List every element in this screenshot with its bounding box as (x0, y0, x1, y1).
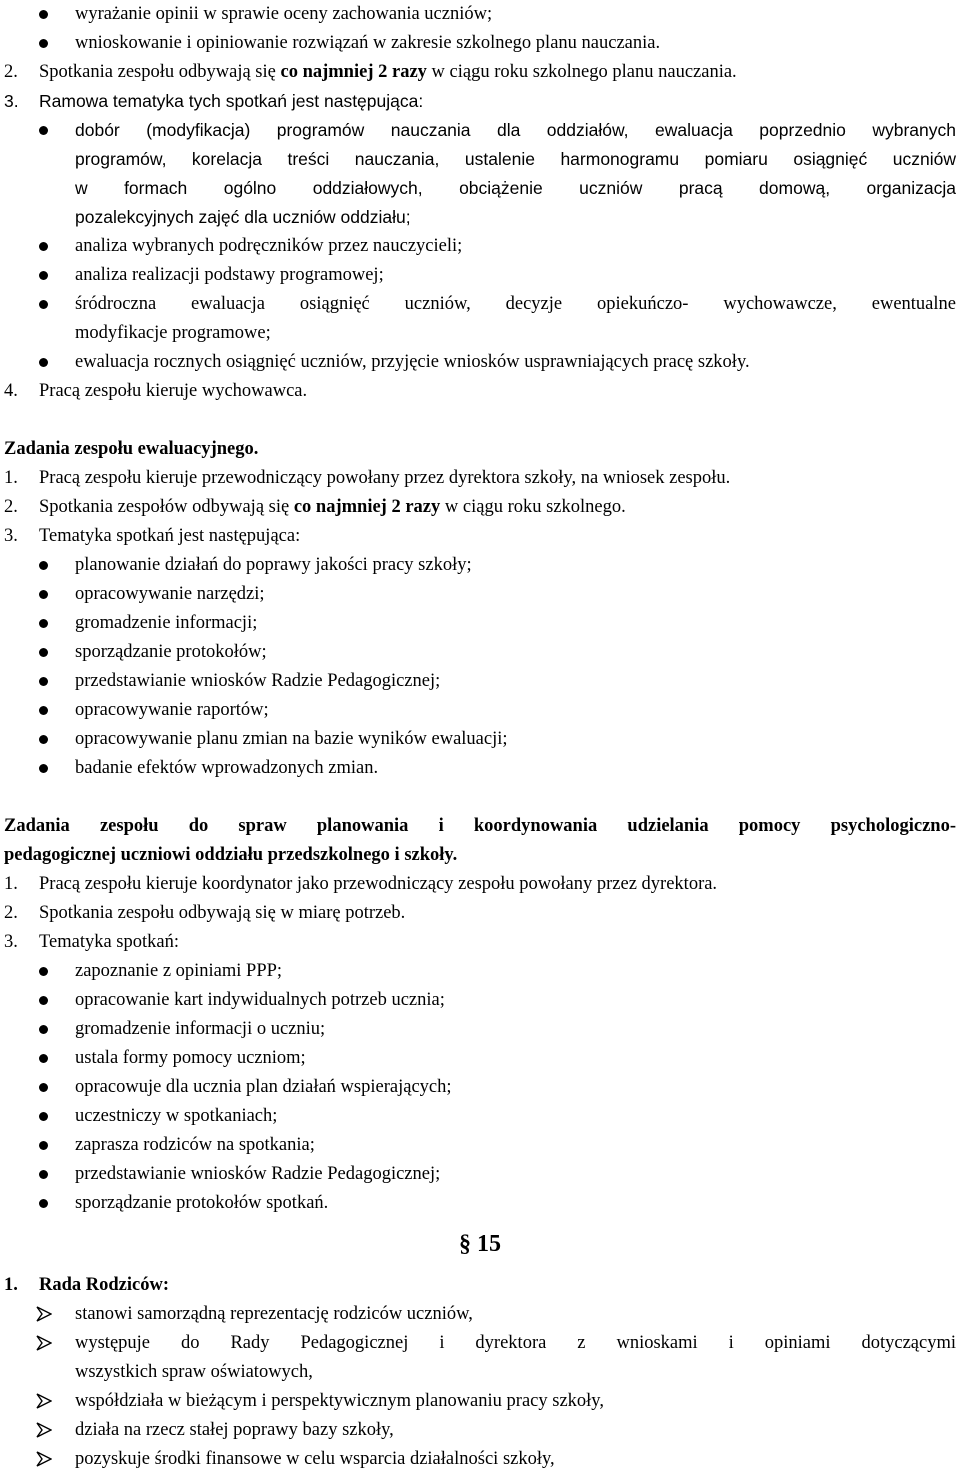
item-text: działa na rzecz stałej poprawy bazy szkoły, (75, 1420, 394, 1440)
list-item: przedstawianie wniosków Radzie Pedagogicznej; (0, 667, 960, 696)
list-item: gromadzenie informacji; (0, 609, 960, 638)
arrow-bullet-icon (36, 1329, 52, 1351)
item-number: 1. (4, 1275, 18, 1295)
list-item: analiza realizacji podstawy programowej; (0, 261, 960, 290)
item-text: w ciągu roku szkolnego planu nauczania. (426, 62, 737, 82)
section-number: § 15 (459, 1231, 501, 1257)
spacer (0, 406, 960, 435)
numbered-item (0, 58, 960, 87)
section-heading (0, 812, 960, 870)
numbered-item (0, 870, 960, 899)
numbered-item (0, 493, 960, 522)
item-number: 3. (4, 932, 18, 952)
list-item: opracowuje dla ucznia plan działań wspierających; (0, 1073, 960, 1102)
list-item: sporządzanie protokołów spotkań. (0, 1189, 960, 1218)
item-emphasis: co najmniej 2 razy (280, 62, 427, 82)
item-number: 1. (4, 468, 18, 488)
item-text: Spotkania zespołu odbywają się (39, 62, 281, 82)
section-heading: Rada Rodziców: (39, 1275, 170, 1295)
list-item: zapoznanie z opiniami PPP; (0, 957, 960, 986)
numbered-item (0, 899, 960, 928)
numbered-item (0, 928, 960, 957)
arrow-bullet-icon (36, 1387, 52, 1409)
list-item: przedstawianie wniosków Radzie Pedagogicznej; (0, 1160, 960, 1189)
list-item: wyrażanie opinii w sprawie oceny zachowania uczniów; (0, 0, 960, 29)
list-item: opracowanie kart indywidualnych potrzeb ucznia; (0, 986, 960, 1015)
list-item (0, 116, 960, 232)
list-item: uczestniczy w spotkaniach; (0, 1102, 960, 1131)
item-text: stanowi samorządną reprezentację rodziców uczniów, (75, 1304, 473, 1324)
spacer (0, 783, 960, 812)
line: programów, korelacja treści nauczania, ustalenie harmonogramu pomiaru osiągnięć uczniów (75, 149, 956, 169)
list-item: sporządzanie protokołów; (0, 638, 960, 667)
numbered-item (0, 464, 960, 493)
line: występuje do Rady Pedagogicznej i dyrektora z wnioskami i opiniami dotyczącymi (75, 1333, 956, 1353)
item-text: Ramowa tematyka tych spotkań jest następująca: (39, 91, 424, 111)
arrow-list-item (0, 1329, 960, 1387)
item-number: 2. (4, 497, 18, 517)
arrow-bullet-icon (36, 1300, 52, 1322)
item-text: Spotkania zespołu odbywają się w miarę potrzeb. (39, 903, 406, 923)
arrow-list-item (0, 1300, 960, 1329)
item-text: współdziała w bieżącym i perspektywicznym planowaniu pracy szkoły, (75, 1391, 604, 1411)
arrow-list-item (0, 1445, 960, 1474)
item-emphasis: co najmniej 2 razy (293, 497, 441, 517)
list-item: zaprasza rodziców na spotkania; (0, 1131, 960, 1160)
list-item: wnioskowanie i opiniowanie rozwiązań w zakresie szkolnego planu nauczania. (0, 29, 960, 58)
item-number: 2. (4, 903, 18, 923)
item-number: 1. (4, 874, 18, 894)
numbered-item (0, 87, 960, 116)
list-item: gromadzenie informacji o uczniu; (0, 1015, 960, 1044)
section-heading: Zadania zespołu ewaluacyjnego. (4, 439, 259, 459)
line: dobór (modyfikacja) programów nauczania dla oddziałów, ewaluacja poprzednio wybranych (75, 120, 956, 140)
list-item (0, 290, 960, 348)
item-number: 4. (4, 381, 18, 401)
item-text: Pracą zespołu kieruje koordynator jako przewodniczący zespołu powołany przez dyrektora. (39, 874, 718, 894)
line: wszystkich spraw oświatowych, (75, 1362, 313, 1382)
arrow-list-item (0, 1387, 960, 1416)
item-text: Spotkania zespołów odbywają się (39, 497, 294, 517)
numbered-item (0, 377, 960, 406)
item-number: 2. (4, 62, 18, 82)
arrow-bullet-icon (36, 1416, 52, 1438)
line: modyfikacje programowe; (75, 323, 271, 343)
item-number: 3. (4, 526, 18, 546)
item-text: Tematyka spotkań: (39, 932, 179, 952)
list-item: analiza wybranych podręczników przez nauczycieli; (0, 232, 960, 261)
item-text: pozyskuje środki finansowe w celu wsparcia działalności szkoły, (75, 1449, 555, 1469)
heading-line: Zadania zespołu do spraw planowania i koordynowania udzielania pomocy psychologiczno- (4, 816, 956, 836)
item-text: Pracą zespołu kieruje przewodniczący powołany przez dyrektora szkoły, na wniosek zespołu. (39, 468, 731, 488)
list-item: opracowywanie planu zmian na bazie wyników ewaluacji; (0, 725, 960, 754)
list-item: ustala formy pomocy uczniom; (0, 1044, 960, 1073)
item-text: w ciągu roku szkolnego. (440, 497, 626, 517)
list-item: opracowywanie narzędzi; (0, 580, 960, 609)
item-text: Tematyka spotkań jest następująca: (39, 526, 301, 546)
numbered-item (0, 522, 960, 551)
list-item: badanie efektów wprowadzonych zmian. (0, 754, 960, 783)
list-item: ewaluacja rocznych osiągnięć uczniów, przyjęcie wniosków usprawniających pracę szkoły. (0, 348, 960, 377)
line: śródroczna ewaluacja osiągnięć uczniów, decyzje opiekuńczo- wychowawcze, ewentualne (75, 294, 956, 314)
list-item: planowanie działań do poprawy jakości pracy szkoły; (0, 551, 960, 580)
list-item: opracowywanie raportów; (0, 696, 960, 725)
line: pozalekcyjnych zajęć dla uczniów oddziału; (75, 207, 411, 227)
numbered-item (0, 1271, 960, 1300)
item-number: 3. (4, 91, 19, 111)
item-text: Pracą zespołu kieruje wychowawca. (39, 381, 308, 401)
line: w formach ogólno oddziałowych, obciążenie uczniów pracą domową, organizacja (75, 178, 956, 198)
arrow-bullet-icon (36, 1445, 52, 1467)
arrow-list-item (0, 1416, 960, 1445)
heading-line: pedagogicznej uczniowi oddziału przedszkolnego i szkoły. (4, 845, 458, 865)
